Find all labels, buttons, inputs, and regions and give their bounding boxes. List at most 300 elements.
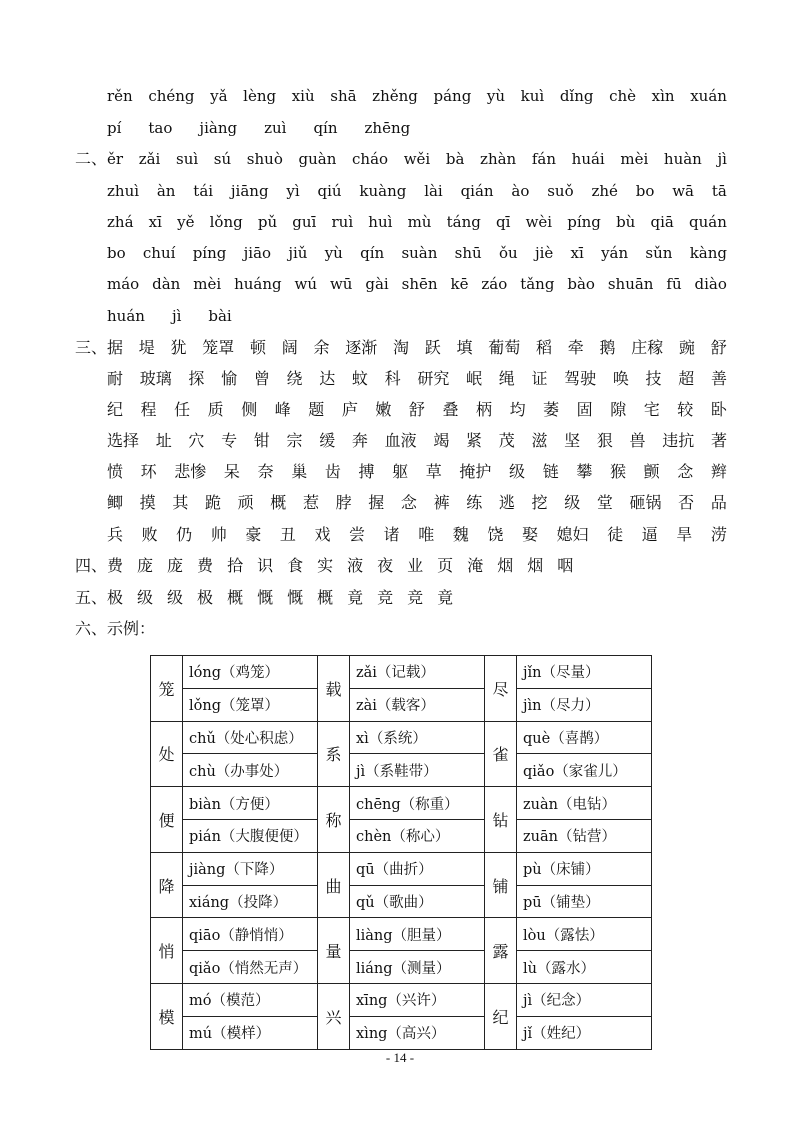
character-item: 仍 xyxy=(176,525,193,544)
character-item: 选择 xyxy=(107,431,140,450)
pinyin-item: píng xyxy=(567,213,601,231)
character-item: 舒 xyxy=(710,338,727,357)
pinyin-item: yù xyxy=(324,244,343,262)
character-item: 其 xyxy=(172,493,189,512)
polyphonic-character: 处 xyxy=(151,721,183,787)
character-item: 奈 xyxy=(257,462,274,481)
character-item: 专 xyxy=(221,431,238,450)
pinyin-item: qín xyxy=(313,119,338,137)
character-item: 否 xyxy=(678,493,695,512)
pinyin-item: lèng xyxy=(243,87,277,105)
character-item: 纪 xyxy=(107,400,124,419)
character-item: 淹 xyxy=(467,556,484,575)
character-list xyxy=(107,456,727,488)
character-item: 逐渐 xyxy=(345,338,378,357)
page-number: - 14 - xyxy=(385,1050,415,1065)
character-item: 坚 xyxy=(564,431,581,450)
pinyin-item: gài xyxy=(365,275,389,293)
pinyin-item: mèi xyxy=(193,275,222,293)
reading-cell: xìng（高兴） xyxy=(350,1016,485,1049)
character-item: 竞 xyxy=(407,588,424,607)
pinyin-item: quán xyxy=(689,213,727,231)
character-item: 蚊 xyxy=(351,369,368,388)
character-item: 达 xyxy=(319,369,336,388)
character-item: 鹅 xyxy=(599,338,616,357)
pinyin-item: xiù xyxy=(291,87,315,105)
reading-cell: jìn（尽力） xyxy=(517,688,652,721)
character-item: 拾 xyxy=(227,556,244,575)
character-list xyxy=(107,425,727,457)
polyphonic-character: 露 xyxy=(485,918,517,984)
character-item: 超 xyxy=(678,369,695,388)
pinyin-item: kuì xyxy=(520,87,545,105)
reading-cell: lóng（鸡笼） xyxy=(183,656,318,689)
character-item: 躯 xyxy=(392,462,409,481)
character-item: 阔 xyxy=(281,338,298,357)
reading-cell: pū（铺垫） xyxy=(517,885,652,918)
pinyin-item: zǎi xyxy=(138,150,161,168)
character-item: 愉 xyxy=(221,369,238,388)
pinyin-item: huáng xyxy=(234,275,282,293)
reading-cell: qiāo（静悄悄） xyxy=(183,918,318,951)
pinyin-item: kē xyxy=(450,275,469,293)
polyphonic-character: 载 xyxy=(318,656,350,722)
character-item: 裤 xyxy=(433,493,450,512)
character-item: 竞 xyxy=(377,588,394,607)
table-row xyxy=(151,754,652,787)
character-item: 固 xyxy=(576,400,593,419)
table-row xyxy=(151,688,652,721)
pinyin-item: ào xyxy=(511,182,530,200)
polyphonic-character: 量 xyxy=(318,918,350,984)
character-item: 较 xyxy=(677,400,694,419)
character-item: 极 xyxy=(197,588,214,607)
pinyin-list xyxy=(107,80,727,112)
polyphonic-character: 钻 xyxy=(485,787,517,853)
pinyin-item: sú xyxy=(213,150,232,168)
pinyin-item: zhēng xyxy=(364,119,411,137)
character-item: 级 xyxy=(137,588,154,607)
character-item: 烟 xyxy=(497,556,514,575)
reading-cell: chù（办事处） xyxy=(183,754,318,787)
character-list xyxy=(107,613,727,645)
pinyin-list xyxy=(107,300,727,332)
character-item: 辫 xyxy=(710,462,727,481)
table-row xyxy=(151,787,652,820)
pinyin-item: suì xyxy=(176,150,199,168)
pinyin-item: xìn xyxy=(651,87,675,105)
character-item: 旱 xyxy=(676,525,693,544)
polyphonic-character: 模 xyxy=(151,983,183,1049)
pinyin-item: lǒng xyxy=(209,213,243,231)
pinyin-item: bù xyxy=(616,213,636,231)
reading-cell: mú（模样） xyxy=(183,1016,318,1049)
character-item: 笼罩 xyxy=(202,338,235,357)
character-item: 示例： xyxy=(107,619,156,638)
polyphonic-characters-table xyxy=(150,655,652,1050)
reading-cell: qǔ（歌曲） xyxy=(350,885,485,918)
polyphonic-character: 曲 xyxy=(318,852,350,918)
character-item: 茂 xyxy=(498,431,515,450)
character-item: 环 xyxy=(140,462,157,481)
character-item: 堂 xyxy=(596,493,613,512)
pinyin-item: jiè xyxy=(534,244,554,262)
character-list xyxy=(107,332,727,364)
pinyin-item: xuán xyxy=(690,87,727,105)
pinyin-item: huái xyxy=(571,150,605,168)
pinyin-item: jiǔ xyxy=(288,244,308,262)
pinyin-item: lài xyxy=(424,182,443,200)
table-row xyxy=(151,852,652,885)
character-item: 顿 xyxy=(250,338,267,357)
pinyin-item: xī xyxy=(570,244,584,262)
character-item: 魏 xyxy=(452,525,469,544)
character-list xyxy=(107,363,727,395)
character-item: 念 xyxy=(400,493,417,512)
pinyin-item: xī xyxy=(148,213,162,231)
character-item: 叠 xyxy=(442,400,459,419)
character-item: 宗 xyxy=(286,431,303,450)
section-label: 三、 xyxy=(75,338,108,357)
reading-cell: chǔ（处心积虑） xyxy=(183,721,318,754)
character-item: 犹 xyxy=(170,338,187,357)
character-item: 庐 xyxy=(341,400,358,419)
character-item: 搏 xyxy=(358,462,375,481)
character-item: 慨 xyxy=(257,588,274,607)
character-item: 证 xyxy=(531,369,548,388)
character-item: 惹 xyxy=(302,493,319,512)
character-item: 攀 xyxy=(576,462,593,481)
pinyin-item: tǎng xyxy=(520,275,555,293)
section-label: 二、 xyxy=(75,149,108,168)
pinyin-item: wèi xyxy=(525,213,553,231)
pinyin-item: shēn xyxy=(401,275,438,293)
reading-cell: chèn（称心） xyxy=(350,819,485,852)
character-item: 紧 xyxy=(466,431,483,450)
pinyin-item: diào xyxy=(694,275,727,293)
pinyin-item: shuān xyxy=(607,275,654,293)
pinyin-item: qián xyxy=(460,182,494,200)
character-item: 庄稼 xyxy=(631,338,664,357)
character-item: 页 xyxy=(437,556,454,575)
character-item: 滋 xyxy=(531,431,548,450)
character-item: 逼 xyxy=(641,525,658,544)
character-item: 程 xyxy=(140,400,157,419)
pinyin-item: àn xyxy=(156,182,176,200)
reading-cell: lǒng（笼罩） xyxy=(183,688,318,721)
pinyin-item: bo xyxy=(635,182,655,200)
polyphonic-character: 笼 xyxy=(151,656,183,722)
character-item: 跪 xyxy=(204,493,221,512)
reading-cell: liàng（胆量） xyxy=(350,918,485,951)
character-item: 逃 xyxy=(498,493,515,512)
pinyin-list xyxy=(107,237,727,269)
section-label: 五、 xyxy=(75,588,108,607)
pinyin-item: kuàng xyxy=(359,182,407,200)
pinyin-item: táng xyxy=(446,213,481,231)
character-item: 葡萄 xyxy=(488,338,521,357)
reading-cell: jì（系鞋带） xyxy=(350,754,485,787)
character-item: 饶 xyxy=(487,525,504,544)
character-item: 费 xyxy=(107,556,124,575)
character-item: 竟 xyxy=(347,588,364,607)
character-item: 著 xyxy=(710,431,727,450)
character-item: 堤 xyxy=(138,338,155,357)
reading-cell: lòu（露怯） xyxy=(517,918,652,951)
character-list xyxy=(107,519,727,551)
reading-cell: jiàng（下降） xyxy=(183,852,318,885)
polyphonic-character: 降 xyxy=(151,852,183,918)
character-item: 诸 xyxy=(383,525,400,544)
table-row xyxy=(151,918,652,951)
pinyin-list xyxy=(107,143,727,175)
pinyin-item: suàn xyxy=(401,244,438,262)
character-item: 豪 xyxy=(245,525,262,544)
character-list xyxy=(107,487,727,519)
pinyin-item: fán xyxy=(531,150,557,168)
pinyin-item: mù xyxy=(407,213,432,231)
pinyin-item: wū xyxy=(329,275,353,293)
character-item: 唯 xyxy=(418,525,435,544)
pinyin-item: yì xyxy=(286,182,300,200)
pinyin-item: shū xyxy=(454,244,482,262)
character-item: 草 xyxy=(425,462,442,481)
character-item: 鲫 xyxy=(107,493,124,512)
character-item: 业 xyxy=(407,556,424,575)
pinyin-list xyxy=(107,175,727,207)
reading-cell: zǎi（记载） xyxy=(350,656,485,689)
pinyin-item: bo xyxy=(107,244,126,262)
character-item: 侧 xyxy=(241,400,258,419)
reading-cell: jǐ（姓纪） xyxy=(517,1016,652,1049)
reading-cell: zuān（钻营） xyxy=(517,819,652,852)
character-item: 概 xyxy=(317,588,334,607)
character-item: 填 xyxy=(456,338,473,357)
character-item: 烟 xyxy=(527,556,544,575)
pinyin-item: tái xyxy=(193,182,214,200)
reading-cell: pián（大腹便便） xyxy=(183,819,318,852)
character-item: 极 xyxy=(107,588,124,607)
pinyin-item: qín xyxy=(360,244,385,262)
character-item: 颤 xyxy=(643,462,660,481)
pinyin-item: páng xyxy=(433,87,472,105)
pinyin-item: huàn xyxy=(663,150,702,168)
table-row xyxy=(151,885,652,918)
pinyin-item: yě xyxy=(177,213,195,231)
character-item: 淘 xyxy=(393,338,410,357)
pinyin-list xyxy=(107,206,727,238)
pinyin-item: jì xyxy=(171,307,182,325)
character-item: 柄 xyxy=(476,400,493,419)
pinyin-item: wú xyxy=(294,275,318,293)
pinyin-list xyxy=(107,268,727,300)
reading-cell: zuàn（电钻） xyxy=(517,787,652,820)
character-item: 摸 xyxy=(139,493,156,512)
character-item: 液 xyxy=(347,556,364,575)
character-item: 级 xyxy=(167,588,184,607)
character-item: 巢 xyxy=(291,462,308,481)
pinyin-item: huì xyxy=(368,213,393,231)
character-item: 据 xyxy=(107,338,124,357)
section-label: 六、 xyxy=(75,619,108,638)
pinyin-item: ruì xyxy=(331,213,354,231)
pinyin-item: bào xyxy=(567,275,595,293)
pinyin-item: chuí xyxy=(142,244,176,262)
character-item: 念 xyxy=(677,462,694,481)
pinyin-item: jì xyxy=(717,150,727,168)
polyphonic-character: 系 xyxy=(318,721,350,787)
pinyin-item: qiú xyxy=(317,182,342,200)
character-item: 余 xyxy=(313,338,330,357)
pinyin-item: wěi xyxy=(403,150,431,168)
character-item: 嫩 xyxy=(375,400,392,419)
character-item: 兽 xyxy=(629,431,646,450)
character-item: 实 xyxy=(317,556,334,575)
pinyin-item: ěr xyxy=(107,150,124,168)
table-row xyxy=(151,656,652,689)
polyphonic-character: 兴 xyxy=(318,983,350,1049)
character-item: 悲惨 xyxy=(174,462,207,481)
pinyin-item: zhàn xyxy=(480,150,517,168)
character-item: 驾驶 xyxy=(564,369,597,388)
reading-cell: biàn（方便） xyxy=(183,787,318,820)
pinyin-item: ǒu xyxy=(498,244,518,262)
reading-cell: jì（纪念） xyxy=(517,983,652,1016)
reading-cell: pù（床铺） xyxy=(517,852,652,885)
character-item: 呆 xyxy=(223,462,240,481)
character-item: 奔 xyxy=(351,431,368,450)
reading-cell: chēng（称重） xyxy=(350,787,485,820)
character-item: 练 xyxy=(466,493,483,512)
table-row xyxy=(151,951,652,984)
pinyin-item: jiàng xyxy=(199,119,238,137)
character-item: 任 xyxy=(174,400,191,419)
pinyin-item: wā xyxy=(672,182,694,200)
reading-cell: mó（模范） xyxy=(183,983,318,1016)
pinyin-item: zhěng xyxy=(372,87,418,105)
character-item: 牵 xyxy=(567,338,584,357)
character-item: 徒 xyxy=(607,525,624,544)
character-item: 齿 xyxy=(324,462,341,481)
character-item: 挖 xyxy=(531,493,548,512)
pinyin-item: qiā xyxy=(650,213,674,231)
character-item: 耐 xyxy=(107,369,124,388)
character-item: 宅 xyxy=(643,400,660,419)
table-row xyxy=(151,721,652,754)
character-item: 唤 xyxy=(612,369,629,388)
character-item: 咽 xyxy=(557,556,574,575)
character-list xyxy=(107,550,727,582)
character-item: 绕 xyxy=(286,369,303,388)
reading-cell: lù（露水） xyxy=(517,951,652,984)
character-item: 违抗 xyxy=(662,431,695,450)
character-item: 题 xyxy=(308,400,325,419)
character-item: 绳 xyxy=(498,369,515,388)
character-item: 握 xyxy=(368,493,385,512)
character-item: 识 xyxy=(257,556,274,575)
pinyin-item: rěn xyxy=(107,87,133,105)
character-item: 稻 xyxy=(536,338,553,357)
character-item: 岷 xyxy=(466,369,483,388)
polyphonic-character: 纪 xyxy=(485,983,517,1049)
character-item: 娶 xyxy=(521,525,538,544)
character-item: 萎 xyxy=(543,400,560,419)
pinyin-item: píng xyxy=(192,244,227,262)
pinyin-item: bà xyxy=(445,150,465,168)
pinyin-item: shā xyxy=(330,87,357,105)
character-item: 址 xyxy=(155,431,172,450)
character-item: 曾 xyxy=(253,369,270,388)
character-item: 食 xyxy=(287,556,304,575)
pinyin-item: pí xyxy=(107,119,122,137)
character-item: 探 xyxy=(188,369,205,388)
character-item: 竭 xyxy=(433,431,450,450)
pinyin-item: máo xyxy=(107,275,140,293)
pinyin-item: chéng xyxy=(148,87,195,105)
character-item: 级 xyxy=(564,493,581,512)
pinyin-item: qī xyxy=(496,213,511,231)
character-item: 狠 xyxy=(596,431,613,450)
character-item: 掩护 xyxy=(459,462,492,481)
character-item: 顽 xyxy=(237,493,254,512)
pinyin-item: tā xyxy=(711,182,727,200)
character-item: 愤 xyxy=(107,462,124,481)
pinyin-list xyxy=(107,112,727,144)
table-row xyxy=(151,1016,652,1049)
pinyin-item: kàng xyxy=(689,244,727,262)
character-item: 帅 xyxy=(210,525,227,544)
reading-cell: xì（系统） xyxy=(350,721,485,754)
character-item: 猴 xyxy=(609,462,626,481)
character-item: 概 xyxy=(227,588,244,607)
polyphonic-character: 尽 xyxy=(485,656,517,722)
character-item: 研究 xyxy=(417,369,450,388)
character-item: 钳 xyxy=(253,431,270,450)
polyphonic-character: 铺 xyxy=(485,852,517,918)
pinyin-item: dàn xyxy=(152,275,181,293)
character-item: 峰 xyxy=(274,400,291,419)
pinyin-item: fū xyxy=(666,275,682,293)
reading-cell: xīng（兴许） xyxy=(350,983,485,1016)
character-item: 兵 xyxy=(107,525,124,544)
character-item: 竟 xyxy=(437,588,454,607)
polyphonic-character: 称 xyxy=(318,787,350,853)
character-item: 卧 xyxy=(710,400,727,419)
pinyin-item: shuò xyxy=(246,150,283,168)
pinyin-item: yǎ xyxy=(210,87,228,105)
character-item: 穴 xyxy=(188,431,205,450)
character-item: 慨 xyxy=(287,588,304,607)
character-item: 庞 xyxy=(137,556,154,575)
character-item: 品 xyxy=(710,493,727,512)
table-row xyxy=(151,983,652,1016)
pinyin-item: chè xyxy=(609,87,637,105)
pinyin-item: zhuì xyxy=(107,182,140,200)
character-item: 概 xyxy=(270,493,287,512)
character-item: 涝 xyxy=(710,525,727,544)
reading-cell: qiǎo（家雀儿） xyxy=(517,754,652,787)
polyphonic-character: 雀 xyxy=(485,721,517,787)
pinyin-item: dǐng xyxy=(559,87,594,105)
character-item: 善 xyxy=(710,369,727,388)
pinyin-item: bài xyxy=(208,307,232,325)
pinyin-item: zhé xyxy=(591,182,618,200)
pinyin-item: sǔn xyxy=(645,244,673,262)
character-item: 技 xyxy=(645,369,662,388)
character-item: 丑 xyxy=(279,525,296,544)
character-list xyxy=(107,394,727,426)
character-item: 费 xyxy=(197,556,214,575)
